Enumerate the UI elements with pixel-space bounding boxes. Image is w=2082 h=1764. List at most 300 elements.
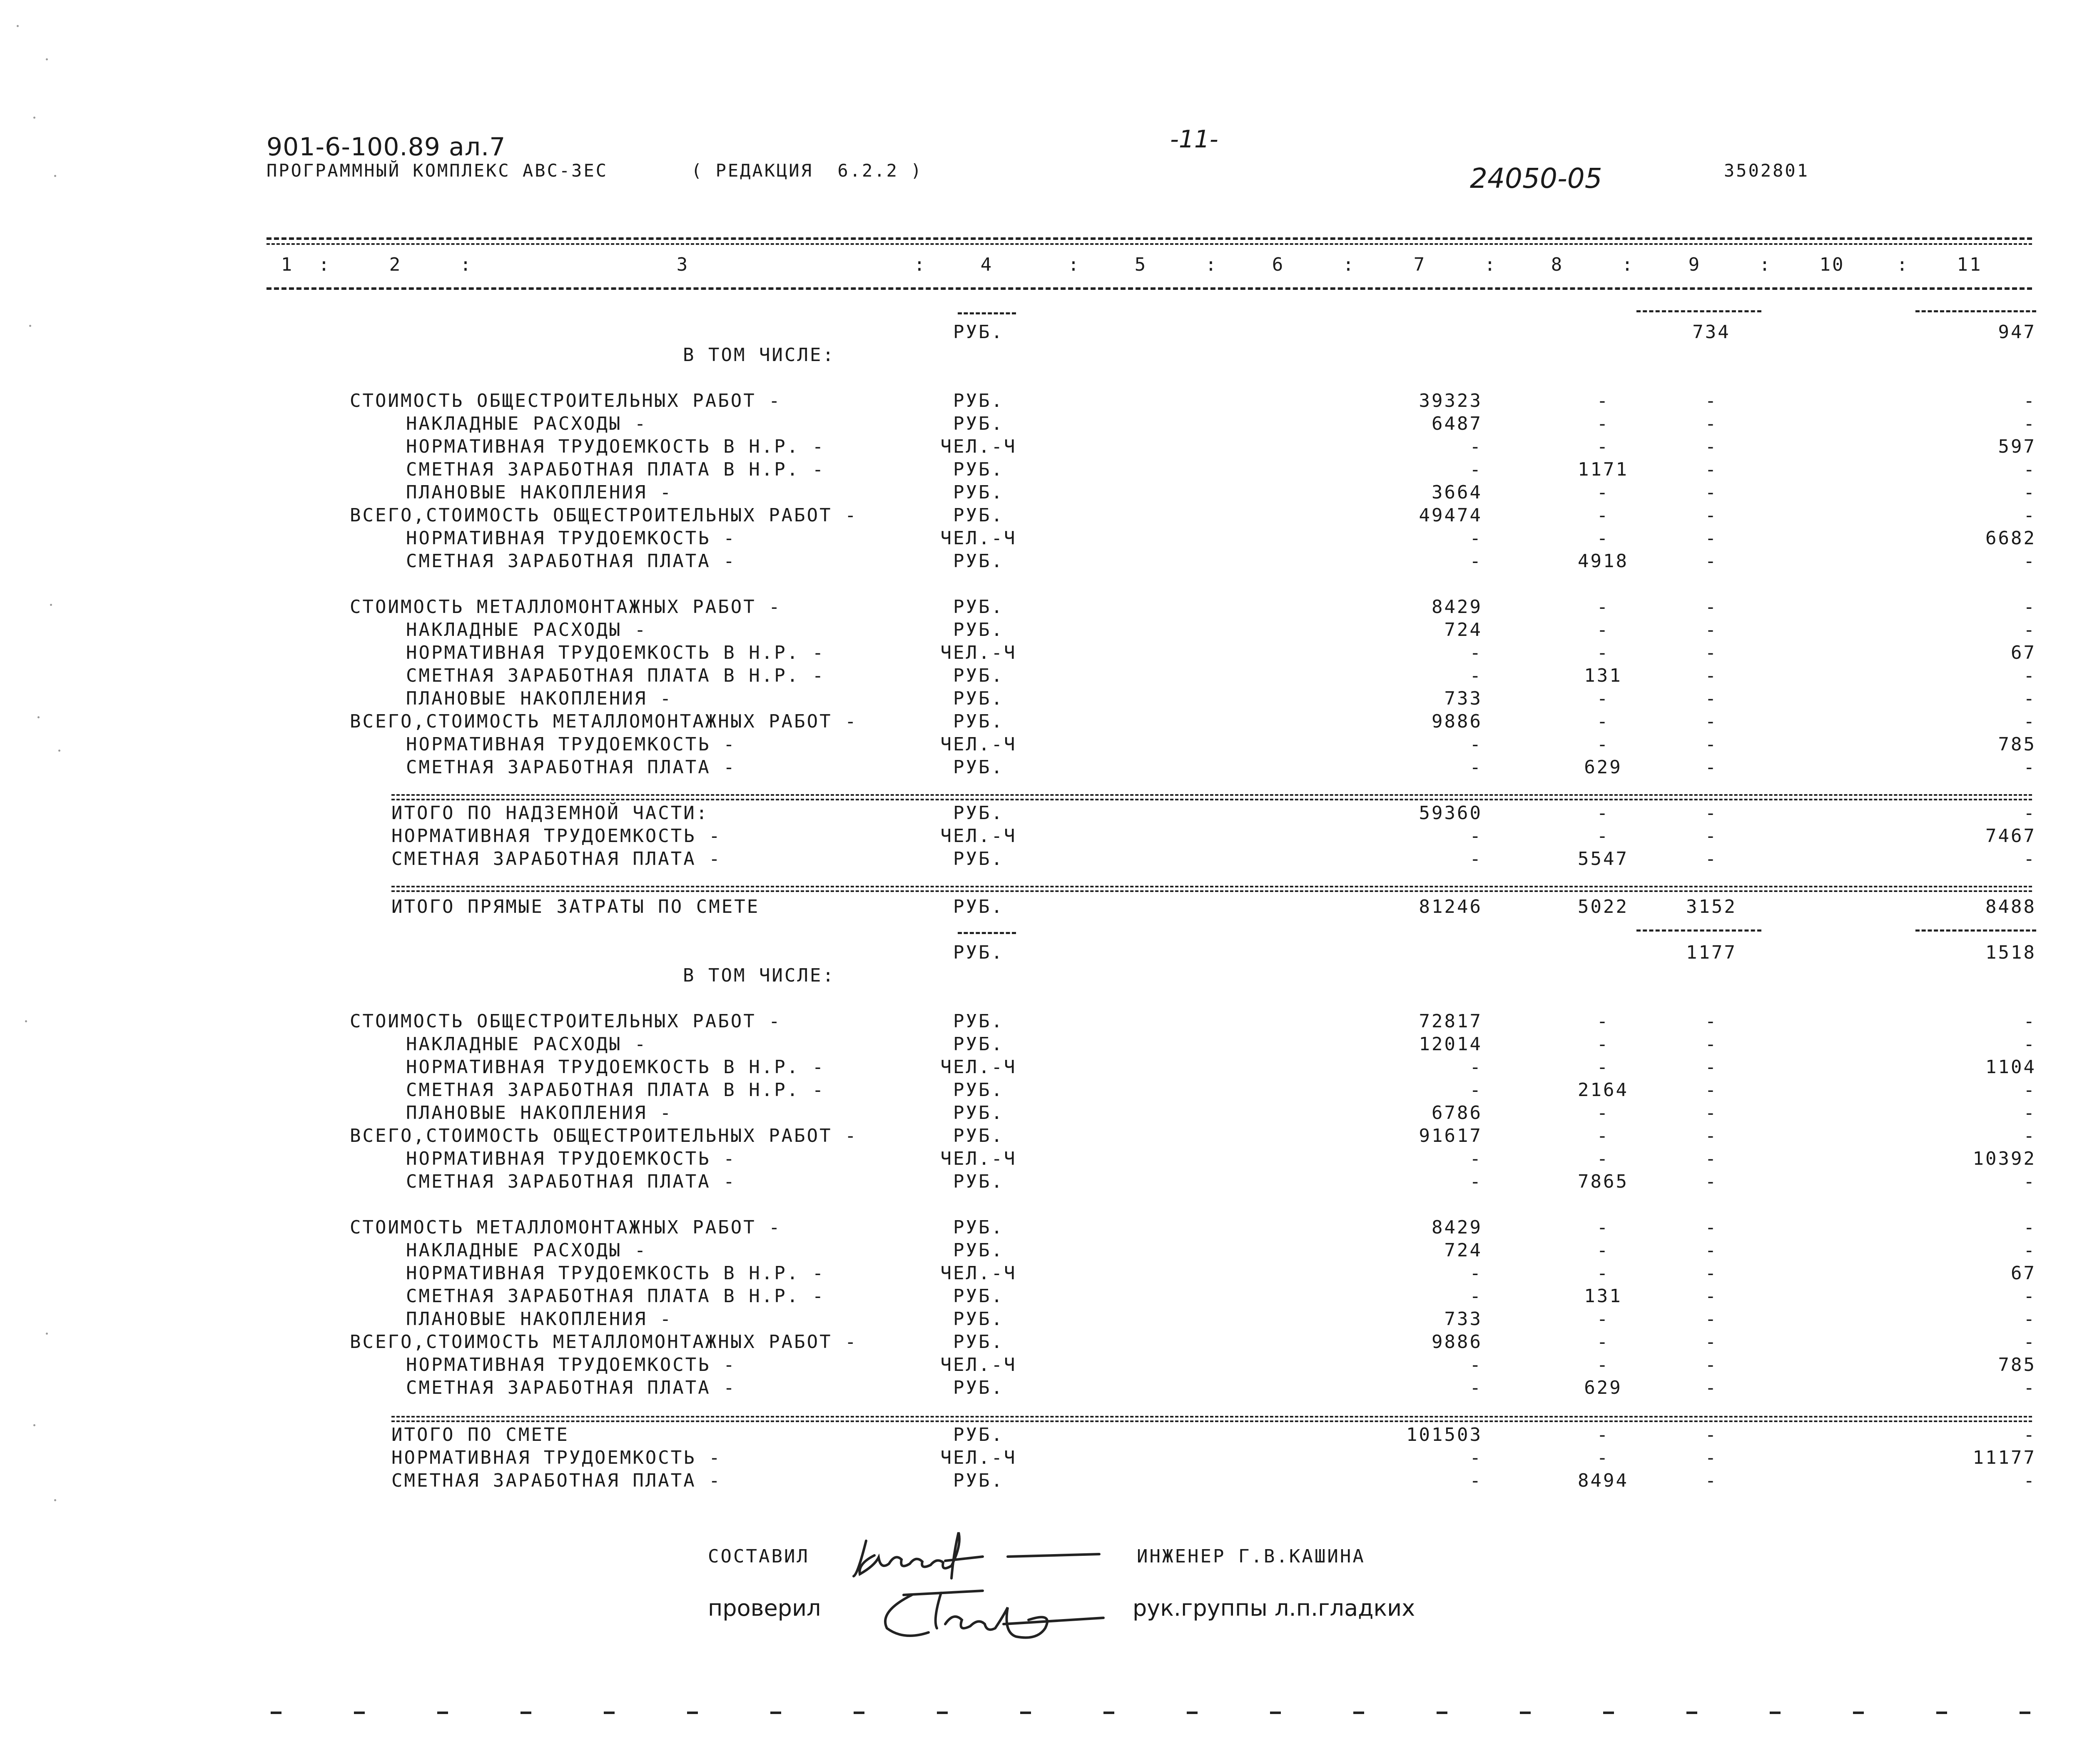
table-row [0,895,2082,918]
row-unit: РУБ. [953,896,1004,917]
cell-col7: 9886 [1432,711,1482,732]
cell-col8: - [1596,1354,1610,1375]
cell-col11: - [2023,1424,2036,1445]
page-number: -11- [1170,125,1218,153]
row-unit: ЧЕЛ.-Ч [940,1354,1017,1375]
cell-col7: 733 [1444,688,1482,709]
cell-col9: - [1705,1034,1718,1055]
table-row [0,847,2082,870]
section-rule [391,886,2032,887]
cell-col7: - [1469,1377,1482,1398]
footer-dash [1770,1712,1781,1714]
cell-col11: 67 [2011,1263,2036,1284]
cell-col8: - [1596,1056,1610,1078]
cell-col9: - [1705,825,1718,847]
cell-col9: - [1705,1125,1718,1146]
row-label: НАКЛАДНЫЕ РАСХОДЫ - [406,1034,648,1055]
program-title: ПРОГРАММНЫЙ КОМПЛЕКС АВС-ЗЕС [266,160,608,181]
cell-col7: - [1469,1056,1482,1078]
col-sep: : [460,254,473,275]
compiled-by: ИНЖЕНЕР Г.В.КАШИНА [1137,1546,1365,1567]
col-header-11: 11 [1957,254,1982,275]
table-row [0,504,2082,527]
cell-col9: - [1705,390,1718,411]
row-unit: РУБ. [953,1308,1004,1330]
row-unit: РУБ. [953,482,1004,503]
row-label: НОРМАТИВНАЯ ТРУДОЕМКОСТЬ В Н.Р. - [406,642,825,663]
cell-col11: - [2023,1217,2036,1238]
subtotal-rule [1915,310,2036,312]
table-row [0,1285,2082,1308]
table-row [0,458,2082,481]
table-row [0,1262,2082,1285]
cell-col11: 785 [1998,734,2036,755]
table-row [0,664,2082,687]
header-rule-top-2 [266,243,2032,245]
signature-checked [879,1578,1112,1649]
table-row [0,550,2082,573]
cell-col7: - [1469,665,1482,686]
row-label: СМЕТНАЯ ЗАРАБОТНАЯ ПЛАТА - [391,1470,722,1491]
cell-col8: - [1596,1148,1610,1169]
cell-col8: - [1596,1125,1610,1146]
cell-col11: - [2023,390,2036,411]
cell-col11: - [2023,1171,2036,1192]
row-label: НОРМАТИВНАЯ ТРУДОЕМКОСТЬ - [406,528,736,549]
header-rule-bottom [266,287,2032,290]
section-rule [391,799,2032,800]
row-label: ИТОГО ПО СМЕТЕ [391,1424,569,1445]
col-header-10: 10 [1819,254,1845,275]
cell-col8: - [1596,1034,1610,1055]
cell-col11: - [2023,596,2036,618]
cell-col8: 629 [1584,757,1622,778]
row-label: В ТОМ ЧИСЛЕ: [683,344,835,366]
cell-col7: 9886 [1432,1331,1482,1353]
table-row [0,389,2082,412]
row-unit: РУБ. [953,1034,1004,1055]
cell-col8: 1171 [1578,459,1629,480]
footer-dash [437,1712,448,1714]
row-unit: РУБ. [953,848,1004,870]
table-row [0,710,2082,733]
col-sep: : [1484,254,1497,275]
footer-dash [1520,1712,1531,1714]
row-unit: ЧЕЛ.-Ч [940,528,1017,549]
cell-col11: - [2023,1011,2036,1032]
row-unit: РУБ. [953,711,1004,732]
cell-col9: - [1705,1148,1718,1169]
footer-dash [1187,1712,1198,1714]
cell-col11: 8488 [1985,896,2036,917]
cell-col9: - [1705,413,1718,434]
col-header-6: 6 [1272,254,1285,275]
cell-col8: 8494 [1578,1470,1629,1491]
cell-col9: - [1705,1171,1718,1192]
cell-col9: - [1705,734,1718,755]
cell-col8: - [1596,711,1610,732]
subtotal-rule [1636,310,1761,312]
row-unit: ЧЕЛ.-Ч [940,825,1017,847]
row-label: НАКЛАДНЫЕ РАСХОДЫ - [406,1240,648,1261]
row-label: ВСЕГО,СТОИМОСТЬ ОБЩЕСТРОИТЕЛЬНЫХ РАБОТ - [350,1125,858,1146]
col-header-4: 4 [980,254,994,275]
cell-col9: - [1705,619,1718,640]
scan-speck [50,604,52,606]
table-row [0,618,2082,641]
row-label: ИТОГО ПО НАДЗЕМНОЙ ЧАСТИ: [391,802,709,824]
cell-col7: - [1469,1286,1482,1307]
row-label: СМЕТНАЯ ЗАРАБОТНАЯ ПЛАТА - [406,1377,736,1398]
subtotal-rule [1915,929,2036,932]
row-unit: РУБ. [953,1240,1004,1261]
table-row [0,1170,2082,1193]
cell-col8: - [1596,734,1610,755]
cell-col11: 1518 [1985,942,2036,963]
row-unit: РУБ. [953,551,1004,572]
row-label: ВСЕГО,СТОИМОСТЬ МЕТАЛЛОМОНТАЖНЫХ РАБОТ - [350,1331,858,1353]
row-unit: РУБ. [953,1377,1004,1398]
row-label: НОРМАТИВНАЯ ТРУДОЕМКОСТЬ - [391,1447,722,1468]
cell-col8: 2164 [1578,1079,1629,1101]
table-row [0,641,2082,664]
row-unit: РУБ. [953,596,1004,618]
row-label: НОРМАТИВНАЯ ТРУДОЕМКОСТЬ - [391,825,722,847]
row-label: НОРМАТИВНАЯ ТРУДОЕМКОСТЬ - [406,1354,736,1375]
footer-dash [354,1712,365,1714]
cell-col7: - [1469,1079,1482,1101]
row-unit: РУБ. [953,802,1004,824]
table-row [0,1330,2082,1353]
row-unit: РУБ. [953,1011,1004,1032]
cell-col9: - [1705,596,1718,618]
compiled-label: СОСТАВИЛ [708,1546,809,1567]
table-row [0,1079,2082,1101]
row-label: НОРМАТИВНАЯ ТРУДОЕМКОСТЬ - [406,1148,736,1169]
col-sep: : [1205,254,1218,275]
row-unit: РУБ. [953,1171,1004,1192]
cell-col9: - [1705,1056,1718,1078]
cell-col7: 6487 [1432,413,1482,434]
table-row [0,435,2082,458]
row-unit: РУБ. [953,665,1004,686]
table-row [0,595,2082,618]
cell-col11: - [2023,711,2036,732]
row-unit: РУБ. [953,390,1004,411]
cell-col11: - [2023,1308,2036,1330]
table-row [0,344,2082,366]
row-unit: РУБ. [953,505,1004,526]
row-label: СМЕТНАЯ ЗАРАБОТНАЯ ПЛАТА В Н.Р. - [406,1079,825,1101]
subtotal-rule [958,312,1016,314]
footer-dash [854,1712,864,1714]
cell-col7: 81246 [1419,896,1482,917]
cell-col8: - [1596,1011,1610,1032]
col-sep: : [1621,254,1635,275]
table-row [0,802,2082,825]
cell-col7: 12014 [1419,1034,1482,1055]
row-label: НАКЛАДНЫЕ РАСХОДЫ - [406,413,648,434]
cell-col7: 8429 [1432,596,1482,618]
cell-col8: 5022 [1578,896,1629,917]
row-label: СМЕТНАЯ ЗАРАБОТНАЯ ПЛАТА В Н.Р. - [406,665,825,686]
cell-col11: - [2023,482,2036,503]
row-label: ВСЕГО,СТОИМОСТЬ МЕТАЛЛОМОНТАЖНЫХ РАБОТ - [350,711,858,732]
row-label: СТОИМОСТЬ ОБЩЕСТРОИТЕЛЬНЫХ РАБОТ - [350,1011,782,1032]
table-row [0,1033,2082,1056]
cell-col7: - [1469,848,1482,870]
cell-col9: - [1705,1308,1718,1330]
cell-col11: - [2023,665,2036,686]
table-row [0,1124,2082,1147]
cell-col9: - [1705,1079,1718,1101]
col-header-7: 7 [1413,254,1427,275]
scan-speck [17,25,19,27]
footer-dash [520,1712,531,1714]
col-header-5: 5 [1134,254,1148,275]
table-row [0,1239,2082,1262]
row-unit: ЧЕЛ.-Ч [940,1148,1017,1169]
table-row [0,733,2082,756]
row-label: СТОИМОСТЬ МЕТАЛЛОМОНТАЖНЫХ РАБОТ - [350,596,782,618]
cell-col8: - [1596,1217,1610,1238]
cell-col7: 39323 [1419,390,1482,411]
table-row [0,1308,2082,1330]
footer-dash [1103,1712,1114,1714]
cell-col7: 8429 [1432,1217,1482,1238]
row-label: СМЕТНАЯ ЗАРАБОТНАЯ ПЛАТА - [406,551,736,572]
cell-col8: - [1596,1263,1610,1284]
cell-col9: - [1705,1331,1718,1353]
cell-col7: 91617 [1419,1125,1482,1146]
cell-col9: - [1705,1263,1718,1284]
table-row [0,321,2082,344]
cell-col11: - [2023,459,2036,480]
row-label: СМЕТНАЯ ЗАРАБОТНАЯ ПЛАТА - [391,848,722,870]
table-row [0,1446,2082,1469]
row-label: НОРМАТИВНАЯ ТРУДОЕМКОСТЬ В Н.Р. - [406,1056,825,1078]
signature-compiled [849,1524,1108,1587]
row-label: ПЛАНОВЫЕ НАКОПЛЕНИЯ - [406,1102,673,1124]
cell-col9: 1177 [1686,942,1737,963]
cell-col11: - [2023,551,2036,572]
row-unit: ЧЕЛ.-Ч [940,642,1017,663]
table-row [0,1101,2082,1124]
row-unit: РУБ. [953,1331,1004,1353]
cell-col11: 785 [1998,1354,2036,1375]
section-rule [391,1420,2032,1422]
section-rule [391,1416,2032,1418]
table-row [0,687,2082,710]
row-unit: РУБ. [953,619,1004,640]
cell-col8: - [1596,505,1610,526]
cell-col7: - [1469,734,1482,755]
cell-col11: - [2023,1102,2036,1124]
row-label: В ТОМ ЧИСЛЕ: [683,965,835,986]
row-label: НАКЛАДНЫЕ РАСХОДЫ - [406,619,648,640]
cell-col7: 49474 [1419,505,1482,526]
table-row [0,1469,2082,1492]
subtotal-rule [1636,929,1761,932]
cell-col11: - [2023,1034,2036,1055]
cell-col7: - [1469,1354,1482,1375]
table-row [0,756,2082,779]
row-unit: РУБ. [953,459,1004,480]
footer-dash [1936,1712,1947,1714]
cell-col8: - [1596,1331,1610,1353]
cell-col9: - [1705,802,1718,824]
row-label: НОРМАТИВНАЯ ТРУДОЕМКОСТЬ В Н.Р. - [406,436,825,457]
cell-col7: - [1469,1171,1482,1192]
row-unit: РУБ. [953,688,1004,709]
footer-dash [2020,1712,2030,1714]
cell-col9: - [1705,436,1718,457]
row-label: СМЕТНАЯ ЗАРАБОТНАЯ ПЛАТА - [406,1171,736,1192]
cell-col11: 947 [1998,321,2036,343]
cell-col11: 10392 [1972,1148,2036,1169]
footer-dash [1020,1712,1031,1714]
cell-col8: 5547 [1578,848,1629,870]
col-sep: : [318,254,331,275]
scan-speck [33,1424,35,1426]
footer-dash [1853,1712,1864,1714]
col-header-3: 3 [676,254,690,275]
cell-col8: - [1596,802,1610,824]
cell-col7: - [1469,528,1482,549]
scan-speck [33,117,35,119]
column-header-row [0,253,2082,276]
table-row [0,941,2082,964]
cell-col8: - [1596,436,1610,457]
cell-col11: 597 [1998,436,2036,457]
cell-col11: - [2023,1331,2036,1353]
cell-col11: - [2023,1470,2036,1491]
row-label: НОРМАТИВНАЯ ТРУДОЕМКОСТЬ В Н.Р. - [406,1263,825,1284]
row-unit: РУБ. [953,321,1004,343]
section-rule [391,890,2032,892]
cell-col9: - [1705,1011,1718,1032]
row-unit: РУБ. [953,413,1004,434]
cell-col9: - [1705,505,1718,526]
row-unit: РУБ. [953,1102,1004,1124]
table-row [0,1056,2082,1079]
row-unit: ЧЕЛ.-Ч [940,1056,1017,1078]
cell-col7: - [1469,1148,1482,1169]
cell-col11: - [2023,505,2036,526]
cell-col9: - [1705,1447,1718,1468]
scan-speck [54,1499,56,1501]
footer-dash [687,1712,698,1714]
cell-col11: - [2023,413,2036,434]
cell-col8: - [1596,596,1610,618]
row-label: СМЕТНАЯ ЗАРАБОТНАЯ ПЛАТА - [406,757,736,778]
footer-dash [271,1712,281,1714]
subtotal-rule [958,932,1016,934]
col-header-2: 2 [389,254,402,275]
scan-speck [46,58,48,60]
table-row [0,1147,2082,1170]
cell-col8: - [1596,482,1610,503]
cell-col11: 11177 [1972,1447,2036,1468]
cell-col11: - [2023,1286,2036,1307]
col-header-8: 8 [1551,254,1564,275]
cell-col11: 7467 [1985,825,2036,847]
cell-col8: - [1596,688,1610,709]
cell-col7: - [1469,642,1482,663]
scan-speck [37,716,40,718]
cell-col7: - [1469,551,1482,572]
row-unit: РУБ. [953,1470,1004,1491]
footer-dash [1437,1712,1447,1714]
cell-col7: - [1469,1447,1482,1468]
cell-col8: 629 [1584,1377,1622,1398]
header-rule-top [266,237,2032,240]
scan-speck [58,750,60,752]
cell-col8: - [1596,1102,1610,1124]
footer-dash [1353,1712,1364,1714]
footer-dash [937,1712,948,1714]
project-number: 24050-05 [1470,162,1602,194]
cell-col9: - [1705,1286,1718,1307]
cell-col11: - [2023,1079,2036,1101]
cell-col8: - [1596,1240,1610,1261]
cell-col7: 724 [1444,619,1482,640]
row-label: ИТОГО ПРЯМЫЕ ЗАТРАТЫ ПО СМЕТЕ [391,896,760,917]
cell-col8: - [1596,413,1610,434]
row-unit: РУБ. [953,1424,1004,1445]
cell-col8: - [1596,1447,1610,1468]
footer-dash [604,1712,615,1714]
checked-label: проверил [708,1595,821,1621]
row-label: СМЕТНАЯ ЗАРАБОТНАЯ ПЛАТА В Н.Р. - [406,1286,825,1307]
cell-col7: - [1469,757,1482,778]
col-sep: : [1896,254,1910,275]
cell-col7: - [1469,436,1482,457]
cell-col9: - [1705,1354,1718,1375]
table-row [0,964,2082,987]
table-row [0,481,2082,504]
cell-col9: - [1705,1102,1718,1124]
col-sep: : [1342,254,1356,275]
cell-col9: - [1705,1240,1718,1261]
row-unit: ЧЕЛ.-Ч [940,734,1017,755]
footer-dash [1270,1712,1281,1714]
row-label: СМЕТНАЯ ЗАРАБОТНАЯ ПЛАТА В Н.Р. - [406,459,825,480]
cell-col7: 3664 [1432,482,1482,503]
scan-speck [25,1020,27,1022]
cell-col7: 101503 [1406,1424,1482,1445]
col-sep: : [1068,254,1081,275]
cell-col9: - [1705,1470,1718,1491]
cell-col9: - [1705,711,1718,732]
cell-col9: - [1705,482,1718,503]
row-unit: РУБ. [953,1125,1004,1146]
row-label: НОРМАТИВНАЯ ТРУДОЕМКОСТЬ - [406,734,736,755]
table-row [0,1376,2082,1399]
cell-col11: - [2023,1377,2036,1398]
col-sep: : [1759,254,1772,275]
cell-col11: 67 [2011,642,2036,663]
cell-col11: - [2023,688,2036,709]
cell-col11: - [2023,1240,2036,1261]
document-code: 3502801 [1724,160,1810,181]
section-rule [391,794,2032,796]
row-unit: ЧЕЛ.-Ч [940,1447,1017,1468]
row-label: ПЛАНОВЫЕ НАКОПЛЕНИЯ - [406,482,673,503]
cell-col9: - [1705,757,1718,778]
row-label: ПЛАНОВЫЕ НАКОПЛЕНИЯ - [406,688,673,709]
cell-col9: - [1705,459,1718,480]
